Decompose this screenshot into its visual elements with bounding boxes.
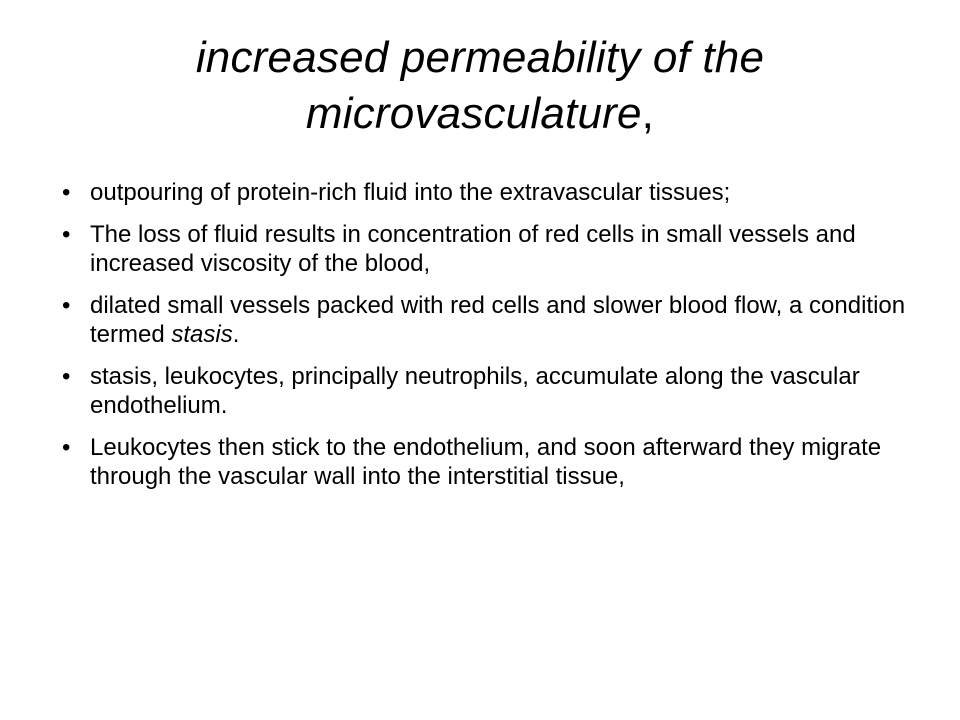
bullet-text-before: dilated small vessels packed with red cells and slower blood flow, a condition termed <box>90 292 906 348</box>
bullet-text <box>90 292 905 348</box>
bullet-text-italic: stasis <box>171 321 233 348</box>
bullet-text: Leukocytes then stick to the endothelium, and soon afterward they migrate through the vascular wall into the interstitial tissue, <box>90 434 882 490</box>
slide-title <box>60 30 900 142</box>
slide-title-italic: increased permeability of the microvasculature <box>195 33 765 138</box>
bullet-item <box>62 362 912 420</box>
bullet-icon: • <box>62 363 71 390</box>
bullet-item <box>62 178 912 207</box>
bullet-item <box>62 433 912 491</box>
bullet-item <box>62 291 912 349</box>
bullet-text-after: . <box>232 321 240 348</box>
bullet-icon: • <box>62 434 71 461</box>
bullet-icon: • <box>62 292 71 319</box>
bullet-icon: • <box>62 179 71 206</box>
bullet-icon: • <box>62 221 71 248</box>
bullet-text: stasis, leukocytes, principally neutrophils, accumulate along the vascular endothelium. <box>90 363 860 419</box>
bullet-item <box>62 220 912 278</box>
slide-title-tail: , <box>641 89 655 138</box>
bullet-text: The loss of fluid results in concentration of red cells in small vessels and increased viscosity of the blood, <box>90 221 856 277</box>
bullet-list <box>62 178 912 504</box>
bullet-text: outpouring of protein-rich fluid into the extravascular tissues; <box>90 179 731 206</box>
